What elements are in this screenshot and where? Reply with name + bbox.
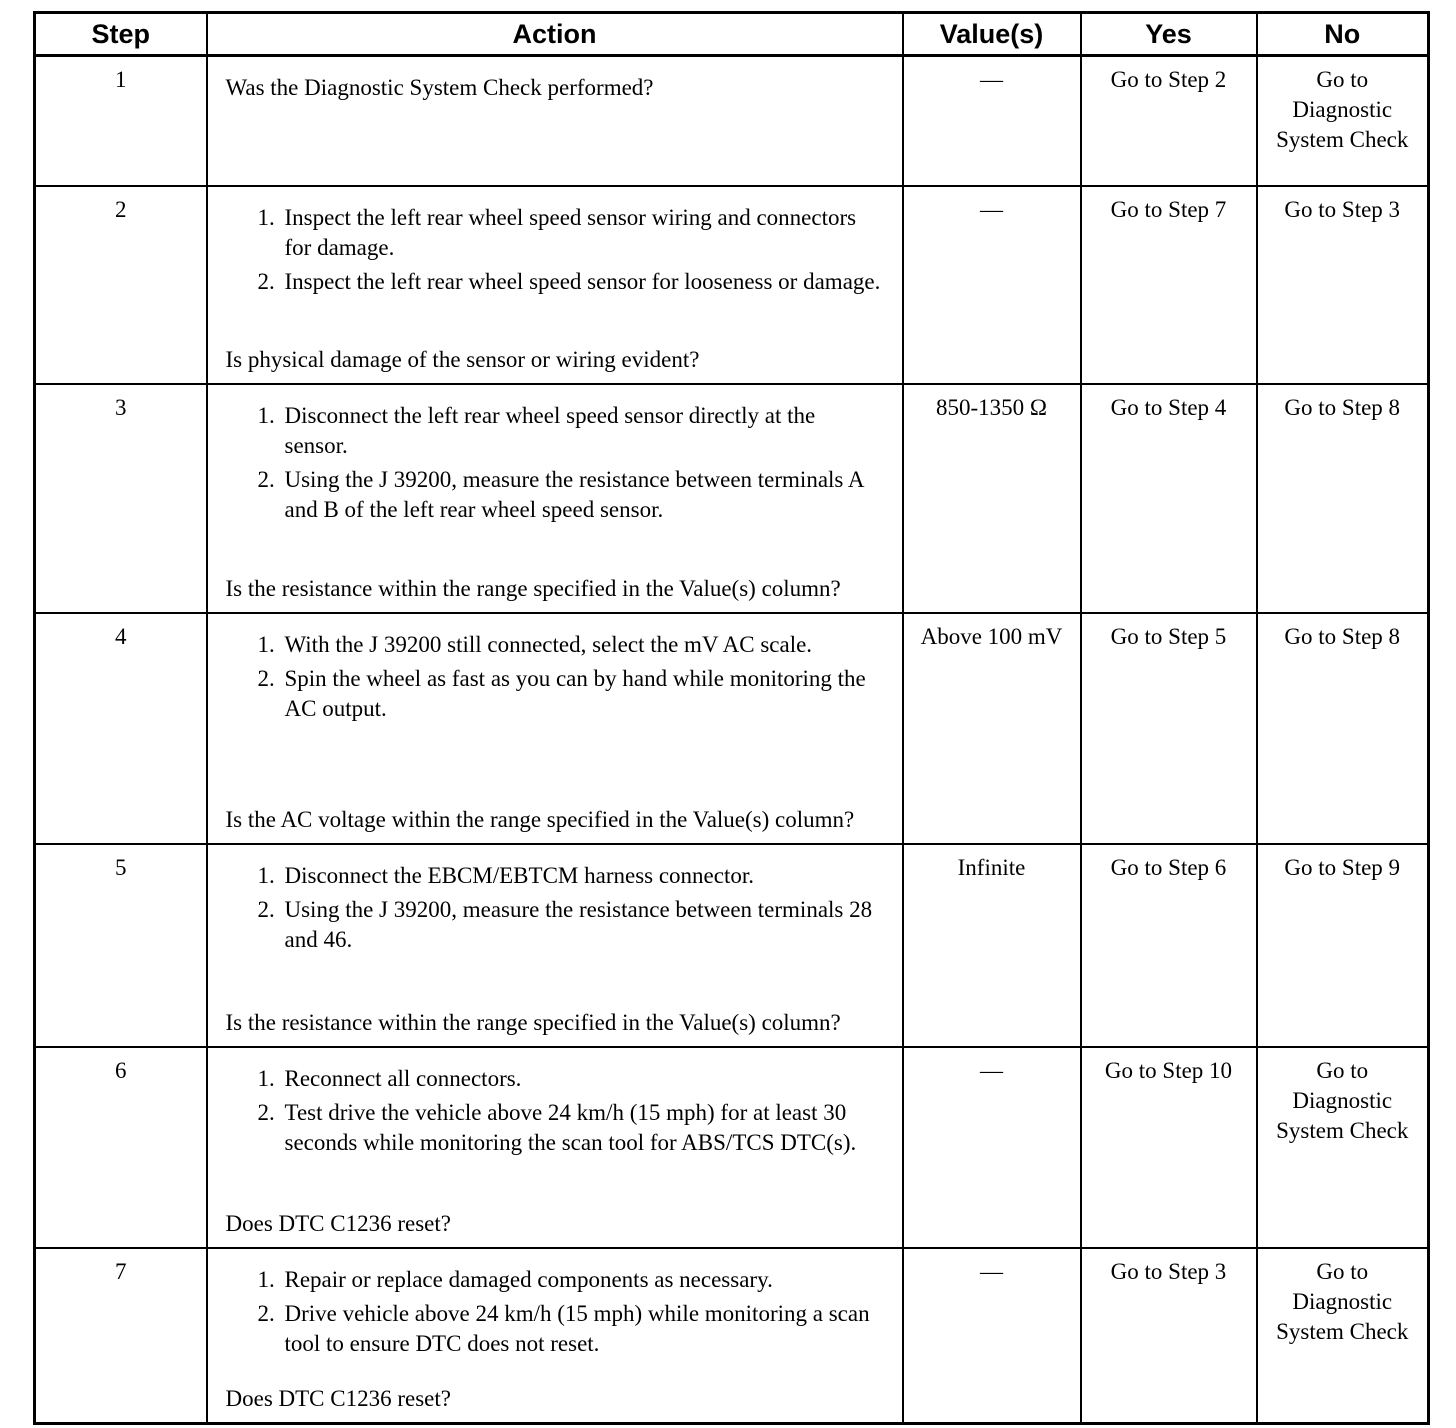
action-steps-list — [226, 861, 884, 959]
action-question: Is the resistance within the range specified in the Value(s) column? — [225, 575, 841, 601]
value-cell: Infinite — [903, 844, 1081, 1047]
yes-cell: Go to Step 3 — [1081, 1248, 1257, 1424]
action-step-item: 2. Spin the wheel as fast as you can by hand while monitoring the AC output. — [281, 664, 884, 724]
action-step-item: 2. Test drive the vehicle above 24 km/h (15 mph) for at least 30 seconds while monitoring the scan tool for ABS/TCS DTC(s). — [281, 1098, 884, 1158]
action-question: Does DTC C1236 reset? — [225, 1386, 451, 1411]
action-step-item: 1. With the J 39200 still connected, select the mV AC scale. — [281, 630, 884, 660]
table-row — [35, 1047, 1429, 1248]
no-cell: Go to Diagnostic System Check — [1257, 56, 1429, 186]
action-step-item: 1. Disconnect the EBCM/EBTCM harness connector. — [281, 861, 884, 891]
value-cell: Above 100 mV — [903, 613, 1081, 844]
no-cell: Go to Diagnostic System Check — [1257, 1047, 1429, 1248]
action-question: Does DTC C1236 reset? — [225, 1210, 451, 1236]
action-cell — [207, 1047, 903, 1248]
no-cell: Go to Diagnostic System Check — [1257, 1248, 1429, 1424]
yes-cell: Go to Step 2 — [1081, 56, 1257, 186]
diagnostic-table — [33, 11, 1430, 1425]
action-cell — [207, 384, 903, 613]
action-steps-list — [226, 203, 884, 301]
action-step-item: 1. Reconnect all connectors. — [281, 1064, 884, 1094]
step-number: 1 — [35, 56, 207, 186]
action-cell — [207, 1248, 903, 1424]
table-row — [35, 56, 1429, 186]
action-steps-list — [226, 1265, 884, 1363]
action-step-item: 2. Using the J 39200, measure the resistance between terminals A and B of the left rear wheel speed sensor. — [281, 465, 884, 525]
header-row — [35, 13, 1429, 56]
action-step-item: 2. Inspect the left rear wheel speed sensor for looseness or damage. — [281, 267, 884, 297]
table-row — [35, 1248, 1429, 1424]
header-action: Action — [207, 13, 903, 56]
step-number: 3 — [35, 384, 207, 613]
action-step-item: 1. Inspect the left rear wheel speed sensor wiring and connectors for damage. — [281, 203, 884, 263]
action-step-item: 2. Drive vehicle above 24 km/h (15 mph) while monitoring a scan tool to ensure DTC does not reset. — [281, 1299, 884, 1359]
step-number: 5 — [35, 844, 207, 1047]
action-cell — [207, 613, 903, 844]
value-cell: — — [903, 56, 1081, 186]
action-step-item: 1. Repair or replace damaged components as necessary. — [281, 1265, 884, 1295]
action-steps-list — [226, 401, 884, 529]
header-values: Value(s) — [903, 13, 1081, 56]
action-steps-list — [226, 630, 884, 728]
step-number: 6 — [35, 1047, 207, 1248]
no-cell: Go to Step 8 — [1257, 613, 1429, 844]
value-cell: 850-1350 Ω — [903, 384, 1081, 613]
diagnostic-table-sheet — [33, 11, 1427, 1419]
action-cell — [207, 186, 903, 384]
step-number: 4 — [35, 613, 207, 844]
action-cell — [207, 844, 903, 1047]
header-step: Step — [35, 13, 207, 56]
action-question: Is the AC voltage within the range specified in the Value(s) column? — [225, 806, 855, 832]
action-question: Was the Diagnostic System Check performed? — [225, 75, 654, 100]
table-row — [35, 186, 1429, 384]
table-row — [35, 613, 1429, 844]
yes-cell: Go to Step 10 — [1081, 1047, 1257, 1248]
value-cell: — — [903, 186, 1081, 384]
table-row — [35, 844, 1429, 1047]
yes-cell: Go to Step 4 — [1081, 384, 1257, 613]
table-row — [35, 384, 1429, 613]
yes-cell: Go to Step 6 — [1081, 844, 1257, 1047]
step-number: 2 — [35, 186, 207, 384]
value-cell: — — [903, 1248, 1081, 1424]
yes-cell: Go to Step 5 — [1081, 613, 1257, 844]
action-cell — [207, 56, 903, 186]
no-cell: Go to Step 3 — [1257, 186, 1429, 384]
value-cell: — — [903, 1047, 1081, 1248]
header-yes: Yes — [1081, 13, 1257, 56]
action-question: Is physical damage of the sensor or wiring evident? — [225, 346, 700, 372]
step-number: 7 — [35, 1248, 207, 1424]
no-cell: Go to Step 9 — [1257, 844, 1429, 1047]
no-cell: Go to Step 8 — [1257, 384, 1429, 613]
header-no: No — [1257, 13, 1429, 56]
action-steps-list — [226, 1064, 884, 1162]
action-step-item: 1. Disconnect the left rear wheel speed sensor directly at the sensor. — [281, 401, 884, 461]
yes-cell: Go to Step 7 — [1081, 186, 1257, 384]
action-step-item: 2. Using the J 39200, measure the resistance between terminals 28 and 46. — [281, 895, 884, 955]
action-question: Is the resistance within the range specified in the Value(s) column? — [225, 1009, 841, 1035]
